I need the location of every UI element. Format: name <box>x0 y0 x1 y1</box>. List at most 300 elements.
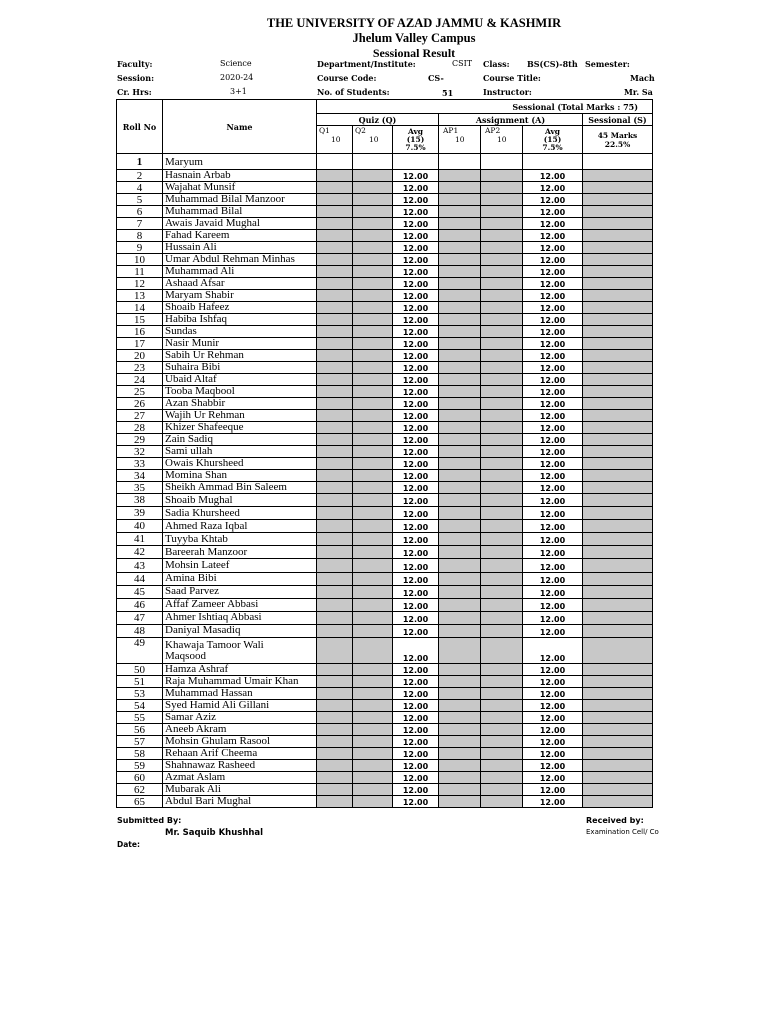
quiz-average: 12.00 <box>393 374 439 386</box>
q2-cell <box>353 242 393 254</box>
q2-cell <box>353 290 393 302</box>
received-dept: Examination Cell/ Co <box>586 828 659 836</box>
ap1-cell <box>439 760 481 772</box>
ap2-cell <box>481 338 523 350</box>
quiz-average: 12.00 <box>393 572 439 585</box>
q1-cell <box>317 736 353 748</box>
assignment-average: 12.00 <box>523 446 583 458</box>
q2-cell <box>353 700 393 712</box>
q1-cell <box>317 266 353 278</box>
s-cell <box>583 206 653 218</box>
assignment-average: 12.00 <box>523 624 583 637</box>
q2-cell <box>353 182 393 194</box>
q1-cell <box>317 290 353 302</box>
ap1-cell <box>439 350 481 362</box>
avg-q-pct: 7.5% <box>405 142 426 152</box>
q2-cell <box>353 170 393 182</box>
s-cell <box>583 611 653 624</box>
q1-cell <box>317 572 353 585</box>
assignment-average: 12.00 <box>523 507 583 520</box>
ap1-header <box>439 126 481 154</box>
q2-cell <box>353 302 393 314</box>
q2-cell <box>353 314 393 326</box>
ap2-cell <box>481 278 523 290</box>
student-name: Owais Khursheed <box>163 458 317 470</box>
roll-number: 32 <box>117 446 163 458</box>
s-cell <box>583 350 653 362</box>
university-title: THE UNIVERSITY OF AZAD JAMMU & KASHMIR <box>266 16 562 30</box>
assignment-average: 12.00 <box>523 302 583 314</box>
student-name: Ashaad Afsar <box>163 278 317 290</box>
quiz-average: 12.00 <box>393 559 439 572</box>
q1-cell <box>317 242 353 254</box>
ap1-cell <box>439 434 481 446</box>
table-row <box>117 194 653 206</box>
roll-number: 48 <box>117 624 163 637</box>
q1-cell <box>317 338 353 350</box>
q2-cell <box>353 624 393 637</box>
quiz-average: 12.00 <box>393 482 439 494</box>
table-row <box>117 638 653 664</box>
student-name: Awais Javaid Mughal <box>163 218 317 230</box>
student-name: Sami ullah <box>163 446 317 458</box>
table-row <box>117 278 653 290</box>
roll-number: 44 <box>117 572 163 585</box>
quiz-average: 12.00 <box>393 598 439 611</box>
quiz-average: 12.00 <box>393 507 439 520</box>
s-cell <box>583 314 653 326</box>
student-name: Shahnawaz Rasheed <box>163 760 317 772</box>
table-row <box>117 796 653 808</box>
table-row <box>117 446 653 458</box>
q2-label: Q2 <box>355 126 366 135</box>
student-name: Ahmed Raza Iqbal <box>163 520 317 533</box>
roll-number: 51 <box>117 676 163 688</box>
crhrs-value: 3+1 <box>230 87 247 96</box>
q1-cell <box>317 230 353 242</box>
quiz-average: 12.00 <box>393 688 439 700</box>
roll-number: 54 <box>117 700 163 712</box>
ap1-cell <box>439 572 481 585</box>
ap1-cell <box>439 218 481 230</box>
q1-cell <box>317 206 353 218</box>
table-row <box>117 748 653 760</box>
ap1-cell <box>439 386 481 398</box>
assignment-average: 12.00 <box>523 760 583 772</box>
assignment-header: Assignment (A) <box>439 114 583 126</box>
student-name: Muhammad Hassan <box>163 688 317 700</box>
student-name: Daniyal Masadiq <box>163 624 317 637</box>
table-row <box>117 410 653 422</box>
q2-cell <box>353 338 393 350</box>
assignment-average: 12.00 <box>523 533 583 546</box>
q2-cell <box>353 494 393 507</box>
ap2-cell <box>481 314 523 326</box>
table-row <box>117 290 653 302</box>
s-cell <box>583 398 653 410</box>
ap2-cell <box>481 386 523 398</box>
ap2-cell <box>481 559 523 572</box>
assignment-average: 12.00 <box>523 386 583 398</box>
student-name: Khizer Shafeeque <box>163 422 317 434</box>
roll-number: 58 <box>117 748 163 760</box>
assignment-average: 12.00 <box>523 338 583 350</box>
course-title-label: Course Title: <box>483 73 541 83</box>
ap1-cell <box>439 546 481 559</box>
ap2-cell <box>481 398 523 410</box>
student-name: Hussain Ali <box>163 242 317 254</box>
first-row-name: Maryum <box>163 154 317 170</box>
table-row <box>117 362 653 374</box>
table-row <box>117 338 653 350</box>
session-value: 2020-24 <box>220 73 254 82</box>
assignment-average: 12.00 <box>523 206 583 218</box>
roll-number: 10 <box>117 254 163 266</box>
q2-cell <box>353 796 393 808</box>
ap2-cell <box>481 170 523 182</box>
student-name: Mubarak Ali <box>163 784 317 796</box>
assignment-average: 12.00 <box>523 398 583 410</box>
q2-cell <box>353 748 393 760</box>
ap2-cell <box>481 494 523 507</box>
s-marks: 45 Marks <box>597 130 638 140</box>
q1-cell <box>317 278 353 290</box>
q1-cell <box>317 170 353 182</box>
q1-cell <box>317 362 353 374</box>
ap1-cell <box>439 533 481 546</box>
q1-header <box>317 126 353 154</box>
assignment-average: 12.00 <box>523 676 583 688</box>
q2-cell <box>353 638 393 664</box>
roll-number: 46 <box>117 598 163 611</box>
assignment-average: 12.00 <box>523 494 583 507</box>
ap2-cell <box>481 724 523 736</box>
roll-number: 27 <box>117 410 163 422</box>
q2-cell <box>353 434 393 446</box>
s-cell <box>583 598 653 611</box>
q2-cell <box>353 712 393 724</box>
ap1-cell <box>439 230 481 242</box>
ap1-cell <box>439 624 481 637</box>
roll-number: 9 <box>117 242 163 254</box>
ap2-cell <box>481 572 523 585</box>
s-pct: 22.5% <box>604 139 631 149</box>
assignment-average: 12.00 <box>523 194 583 206</box>
student-name: Wajih Ur Rehman <box>163 410 317 422</box>
avg-q-header <box>393 126 439 154</box>
q2-cell <box>353 386 393 398</box>
ap2-cell <box>481 546 523 559</box>
ap2-cell <box>481 700 523 712</box>
table-row <box>117 700 653 712</box>
assignment-average: 12.00 <box>523 326 583 338</box>
assignment-average: 12.00 <box>523 748 583 760</box>
q1-cell <box>317 398 353 410</box>
roll-number: 23 <box>117 362 163 374</box>
avg-q-label: Avg <box>407 126 424 136</box>
ap2-cell <box>481 230 523 242</box>
q1-cell <box>317 314 353 326</box>
assignment-average: 12.00 <box>523 350 583 362</box>
ap2-cell <box>481 784 523 796</box>
quiz-average: 12.00 <box>393 611 439 624</box>
roll-number: 38 <box>117 494 163 507</box>
students-label: No. of Students: <box>317 87 390 97</box>
table-row <box>117 482 653 494</box>
q2-cell <box>353 470 393 482</box>
q1-marks: 10 <box>331 135 341 144</box>
table-row <box>117 724 653 736</box>
assignment-average: 12.00 <box>523 314 583 326</box>
q1-cell <box>317 700 353 712</box>
ap1-cell <box>439 254 481 266</box>
q1-cell <box>317 611 353 624</box>
quiz-average: 12.00 <box>393 278 439 290</box>
semester-label: Semester: <box>585 59 630 69</box>
q2-cell <box>353 664 393 676</box>
ap2-cell <box>481 748 523 760</box>
ap1-cell <box>439 206 481 218</box>
s-cell <box>583 290 653 302</box>
assignment-average: 12.00 <box>523 559 583 572</box>
q2-cell <box>353 724 393 736</box>
s-cell <box>583 194 653 206</box>
ap1-cell <box>439 470 481 482</box>
student-name: Samar Aziz <box>163 712 317 724</box>
quiz-average: 12.00 <box>393 700 439 712</box>
assignment-average: 12.00 <box>523 700 583 712</box>
q2-cell <box>353 572 393 585</box>
assignment-average: 12.00 <box>523 664 583 676</box>
roll-number: 8 <box>117 230 163 242</box>
assignment-average: 12.00 <box>523 572 583 585</box>
table-row <box>117 546 653 559</box>
s-cell <box>583 278 653 290</box>
s-cell <box>583 422 653 434</box>
q1-cell <box>317 712 353 724</box>
q1-cell <box>317 688 353 700</box>
ap1-cell <box>439 772 481 784</box>
q2-cell <box>353 218 393 230</box>
s-cell <box>583 736 653 748</box>
roll-number: 56 <box>117 724 163 736</box>
roll-number: 55 <box>117 712 163 724</box>
ap2-cell <box>481 206 523 218</box>
roll-number: 11 <box>117 266 163 278</box>
roll-number: 65 <box>117 796 163 808</box>
roll-number: 34 <box>117 470 163 482</box>
quiz-average: 12.00 <box>393 242 439 254</box>
quiz-average: 12.00 <box>393 182 439 194</box>
ap1-cell <box>439 482 481 494</box>
student-name: Fahad Kareem <box>163 230 317 242</box>
student-name: Shoaib Mughal <box>163 494 317 507</box>
ap2-cell <box>481 664 523 676</box>
q1-cell <box>317 470 353 482</box>
assignment-average: 12.00 <box>523 434 583 446</box>
first-row-avg-a <box>523 154 583 170</box>
quiz-average: 12.00 <box>393 254 439 266</box>
table-row <box>117 507 653 520</box>
table-row <box>117 458 653 470</box>
ap2-cell <box>481 290 523 302</box>
assignment-average: 12.00 <box>523 482 583 494</box>
student-name: Azan Shabbir <box>163 398 317 410</box>
s-cell <box>583 796 653 808</box>
s-cell <box>583 446 653 458</box>
ap2-marks: 10 <box>497 135 507 144</box>
assignment-average: 12.00 <box>523 242 583 254</box>
s-cell <box>583 784 653 796</box>
ap2-cell <box>481 374 523 386</box>
q2-cell <box>353 520 393 533</box>
rollno-header: Roll No <box>117 100 163 154</box>
s-cell <box>583 458 653 470</box>
sessional-total-header: Sessional (Total Marks : 75) <box>317 100 653 114</box>
roll-number: 49 <box>117 638 163 664</box>
quiz-average: 12.00 <box>393 218 439 230</box>
table-row <box>117 242 653 254</box>
roll-number: 33 <box>117 458 163 470</box>
table-row <box>117 314 653 326</box>
q2-cell <box>353 422 393 434</box>
table-row <box>117 572 653 585</box>
q1-cell <box>317 533 353 546</box>
student-name: Habiba Ishfaq <box>163 314 317 326</box>
ap1-cell <box>439 278 481 290</box>
q1-cell <box>317 422 353 434</box>
ap1-cell <box>439 374 481 386</box>
table-row <box>117 676 653 688</box>
table-row <box>117 559 653 572</box>
ap2-cell <box>481 760 523 772</box>
s-cell <box>583 170 653 182</box>
ap1-cell <box>439 338 481 350</box>
ap2-cell <box>481 796 523 808</box>
q1-label: Q1 <box>319 126 330 135</box>
assignment-average: 12.00 <box>523 585 583 598</box>
student-name: Sadia Khursheed <box>163 507 317 520</box>
roll-number: 53 <box>117 688 163 700</box>
q2-cell <box>353 676 393 688</box>
first-row-ap2 <box>481 154 523 170</box>
ap1-cell <box>439 676 481 688</box>
ap1-cell <box>439 398 481 410</box>
roll-number: 50 <box>117 664 163 676</box>
assignment-average: 12.00 <box>523 470 583 482</box>
q2-cell <box>353 194 393 206</box>
student-name: Tooba Maqbool <box>163 386 317 398</box>
quiz-average: 12.00 <box>393 314 439 326</box>
ap1-cell <box>439 559 481 572</box>
table-row <box>117 398 653 410</box>
assignment-average: 12.00 <box>523 410 583 422</box>
student-name: Umar Abdul Rehman Minhas <box>163 254 317 266</box>
quiz-average: 12.00 <box>393 664 439 676</box>
quiz-average: 12.00 <box>393 290 439 302</box>
student-name: Raja Muhammad Umair Khan <box>163 676 317 688</box>
q2-cell <box>353 326 393 338</box>
roll-number: 20 <box>117 350 163 362</box>
ap2-cell <box>481 266 523 278</box>
q1-cell <box>317 676 353 688</box>
table-row <box>117 374 653 386</box>
student-name: Amina Bibi <box>163 572 317 585</box>
student-name: Mohsin Lateef <box>163 559 317 572</box>
roll-number: 14 <box>117 302 163 314</box>
quiz-average: 12.00 <box>393 362 439 374</box>
student-name: Sabih Ur Rehman <box>163 350 317 362</box>
q2-cell <box>353 266 393 278</box>
student-name: Abdul Bari Mughal <box>163 796 317 808</box>
table-row <box>117 624 653 637</box>
ap2-cell <box>481 736 523 748</box>
student-name-line1: Khawaja Tamoor Wali <box>165 638 264 651</box>
submitter-name: Mr. Saquib Khushhal <box>165 828 264 838</box>
quiz-average: 12.00 <box>393 170 439 182</box>
first-row-sessional <box>583 154 653 170</box>
s-cell <box>583 520 653 533</box>
q1-cell <box>317 724 353 736</box>
q2-cell <box>353 482 393 494</box>
student-name: Maryam Shabir <box>163 290 317 302</box>
roll-number: 17 <box>117 338 163 350</box>
assignment-average: 12.00 <box>523 254 583 266</box>
s-cell <box>583 326 653 338</box>
assignment-average: 12.00 <box>523 784 583 796</box>
ap1-cell <box>439 314 481 326</box>
roll-number: 59 <box>117 760 163 772</box>
quiz-average: 12.00 <box>393 194 439 206</box>
assignment-average: 12.00 <box>523 422 583 434</box>
s-cell <box>583 712 653 724</box>
avg-a-pct: 7.5% <box>542 142 563 152</box>
class-value: BS(CS)-8th <box>527 59 578 69</box>
quiz-average: 12.00 <box>393 434 439 446</box>
q1-cell <box>317 507 353 520</box>
ap2-header <box>481 126 523 154</box>
roll-number: 24 <box>117 374 163 386</box>
student-name: Zain Sadiq <box>163 434 317 446</box>
q1-cell <box>317 546 353 559</box>
q1-cell <box>317 302 353 314</box>
ap2-cell <box>481 638 523 664</box>
roll-number: 28 <box>117 422 163 434</box>
s-cell <box>583 470 653 482</box>
ap1-cell <box>439 724 481 736</box>
s-cell <box>583 410 653 422</box>
assignment-average: 12.00 <box>523 182 583 194</box>
q1-cell <box>317 194 353 206</box>
roll-number: 35 <box>117 482 163 494</box>
table-row <box>117 736 653 748</box>
quiz-average: 12.00 <box>393 546 439 559</box>
s-cell <box>583 546 653 559</box>
class-label: Class: <box>483 59 510 69</box>
q1-cell <box>317 796 353 808</box>
ap1-cell <box>439 585 481 598</box>
table-row <box>117 772 653 784</box>
q2-cell <box>353 398 393 410</box>
student-name: Hamza Ashraf <box>163 664 317 676</box>
sessional-s-subheader <box>583 126 653 154</box>
table-row <box>117 350 653 362</box>
q1-cell <box>317 410 353 422</box>
quiz-average: 12.00 <box>393 712 439 724</box>
ap2-cell <box>481 533 523 546</box>
quiz-average: 12.00 <box>393 458 439 470</box>
faculty-label: Faculty: <box>117 59 153 69</box>
